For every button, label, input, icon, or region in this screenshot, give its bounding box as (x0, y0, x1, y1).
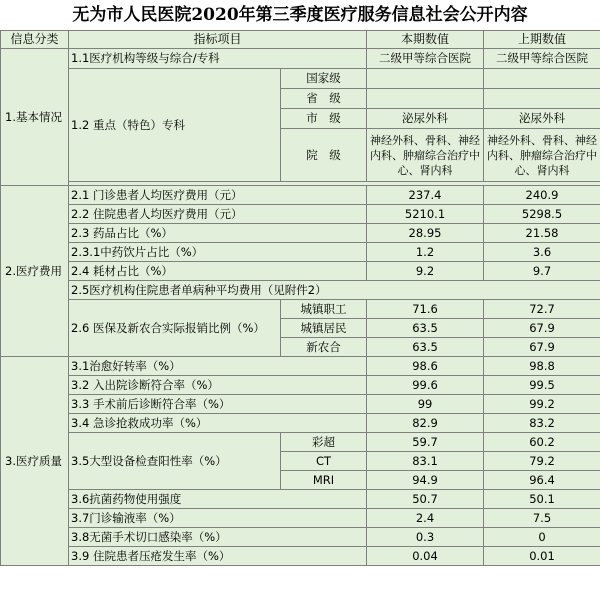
table-row (1, 490, 600, 509)
previous-value: 7.5 (484, 509, 600, 528)
previous-value: 83.2 (484, 414, 600, 433)
table-row (1, 300, 600, 319)
header-category: 信息分类 (1, 31, 69, 49)
page-title: 无为市人民医院2020年第三季度医疗服务信息社会公开内容 (72, 5, 528, 25)
table-row (1, 376, 600, 395)
previous-value: 72.7 (484, 300, 600, 319)
sub-label: 省 级 (281, 89, 367, 109)
indicator-label: 3.4 急诊抢救成功率（%） (69, 414, 367, 433)
current-value: 2.4 (367, 509, 484, 528)
indicator-label: 3.1治愈好转率（%） (69, 357, 367, 376)
table-header-row (1, 31, 600, 49)
sub-label: 新农合 (281, 338, 367, 357)
sub-label: CT (281, 452, 367, 471)
previous-value: 21.58 (484, 224, 600, 243)
previous-value: 96.4 (484, 471, 600, 490)
previous-value: 99.5 (484, 376, 600, 395)
previous-value: 3.6 (484, 243, 600, 262)
table-row (1, 224, 600, 243)
indicator-label: 3.8无菌手术切口感染率（%） (69, 528, 367, 547)
category-cell: 3.医疗质量 (1, 357, 69, 566)
header-current: 本期数值 (367, 31, 484, 49)
previous-value: 0 (484, 528, 600, 547)
current-value: 9.2 (367, 262, 484, 281)
current-value: 99 (367, 395, 484, 414)
indicator-label: 1.2 重点（特色）专科 (69, 69, 281, 182)
current-value (367, 69, 484, 89)
table-row (1, 243, 600, 262)
indicator-label: 2.2 住院患者人均医疗费用（元） (69, 205, 367, 224)
sub-label: 城镇职工 (281, 300, 367, 319)
info-table (0, 30, 600, 566)
previous-value: 50.1 (484, 490, 600, 509)
current-value: 71.6 (367, 300, 484, 319)
indicator-label: 2.3 药品占比（%） (69, 224, 367, 243)
table-row (1, 205, 600, 224)
current-value: 5210.1 (367, 205, 484, 224)
sub-label: MRI (281, 471, 367, 490)
previous-value: 0.01 (484, 547, 600, 566)
current-value: 0.3 (367, 528, 484, 547)
current-value: 83.1 (367, 452, 484, 471)
table-row (1, 186, 600, 205)
indicator-label: 3.7门诊输液率（%） (69, 509, 367, 528)
table-row (1, 547, 600, 566)
previous-value: 99.2 (484, 395, 600, 414)
previous-value: 79.2 (484, 452, 600, 471)
table-row (1, 433, 600, 452)
previous-value: 5298.5 (484, 205, 600, 224)
current-value: 1.2 (367, 243, 484, 262)
indicator-label: 2.4 耗材占比（%） (69, 262, 367, 281)
current-value: 98.6 (367, 357, 484, 376)
sub-label: 院 级 (281, 129, 367, 182)
previous-value: 67.9 (484, 338, 600, 357)
current-value: 63.5 (367, 319, 484, 338)
indicator-label: 2.1 门诊患者人均医疗费用（元） (69, 186, 367, 205)
table-row (1, 528, 600, 547)
current-value: 二级甲等综合医院 (367, 49, 484, 69)
indicator-label: 2.3.1中药饮片占比（%） (69, 243, 367, 262)
indicator-label: 2.5医疗机构住院患者单病种平均费用（见附件2） (69, 281, 600, 300)
previous-value: 神经外科、骨科、神经内科、肿瘤综合治疗中心、肾内科 (484, 129, 600, 182)
header-indicator: 指标项目 (69, 31, 367, 49)
previous-value: 泌尿外科 (484, 109, 600, 129)
table-row (1, 357, 600, 376)
table-row (1, 509, 600, 528)
current-value (367, 89, 484, 109)
indicator-label: 3.5大型设备检查阳性率（%） (69, 433, 281, 490)
table-row (1, 281, 600, 300)
current-value: 63.5 (367, 338, 484, 357)
indicator-label: 2.6 医保及新农合实际报销比例（%） (69, 300, 281, 357)
indicator-label: 3.2 入出院诊断符合率（%） (69, 376, 367, 395)
previous-value: 60.2 (484, 433, 600, 452)
current-value: 237.4 (367, 186, 484, 205)
indicator-label: 3.3 手术前后诊断符合率（%） (69, 395, 367, 414)
previous-value: 67.9 (484, 319, 600, 338)
current-value: 59.7 (367, 433, 484, 452)
previous-value: 98.8 (484, 357, 600, 376)
previous-value: 9.7 (484, 262, 600, 281)
previous-value: 240.9 (484, 186, 600, 205)
sub-label: 市 级 (281, 109, 367, 129)
table-row (1, 49, 600, 69)
category-cell: 1.基本情况 (1, 49, 69, 186)
indicator-label: 3.9 住院患者压疮发生率（%） (69, 547, 367, 566)
current-value: 99.6 (367, 376, 484, 395)
current-value: 神经外科、骨科、神经内科、肿瘤综合治疗中心、肾内科 (367, 129, 484, 182)
sub-label: 彩超 (281, 433, 367, 452)
previous-value: 二级甲等综合医院 (484, 49, 600, 69)
table-row (1, 395, 600, 414)
current-value: 94.9 (367, 471, 484, 490)
category-cell: 2.医疗费用 (1, 186, 69, 357)
sub-label: 城镇居民 (281, 319, 367, 338)
table-row (1, 69, 600, 89)
current-value: 泌尿外科 (367, 109, 484, 129)
previous-value (484, 69, 600, 89)
table-row (1, 262, 600, 281)
current-value: 82.9 (367, 414, 484, 433)
indicator-label: 3.6抗菌药物使用强度 (69, 490, 367, 509)
current-value: 0.04 (367, 547, 484, 566)
sub-label: 国家级 (281, 69, 367, 89)
table-row (1, 414, 600, 433)
header-previous: 上期数值 (484, 31, 600, 49)
previous-value (484, 89, 600, 109)
indicator-label: 1.1医疗机构等级与综合/专科 (69, 49, 367, 69)
current-value: 50.7 (367, 490, 484, 509)
current-value: 28.95 (367, 224, 484, 243)
